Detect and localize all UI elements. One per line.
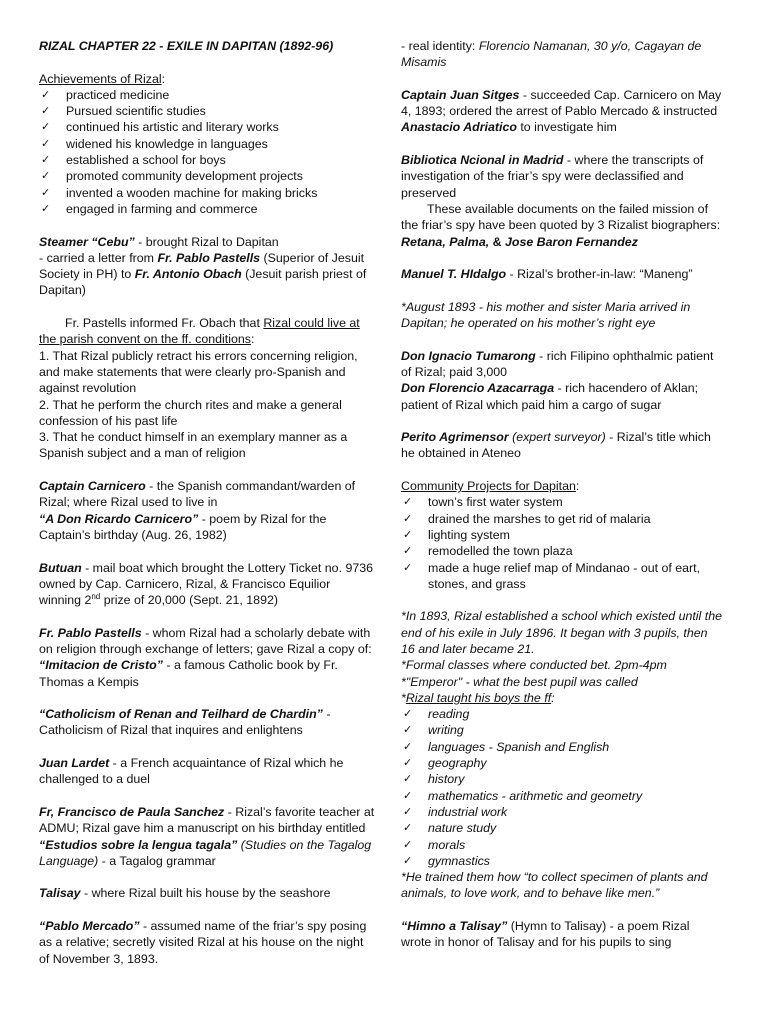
entry-mercado: “Pablo Mercado” - assumed name of the friar’s spy posing as a relative; secretly visited Rizal at his house on the night of November 3, 1893. — [39, 919, 367, 966]
list-item: ✓ languages - Spanish and English — [401, 739, 723, 755]
entry-biblioteca: Bibliotica Ncional in Madrid - where the transcripts of investigation of the friar’s spy were declassified and preserved — [401, 153, 704, 200]
trained-note: *He trained them how “to collect specimen of plants and animals, to love work, and to behave like men.” — [401, 870, 708, 901]
entry-himno: “Himno a Talisay” (Hymn to Talisay) - a poem Rizal wrote in honor of Talisay and for his pupils to sing — [401, 919, 690, 950]
entry-carnicero-poem: “A Don Ricardo Carnicero” - poem by Rizal for the Captain’s birthday (Aug. 26, 1982) — [39, 511, 327, 542]
right-column — [401, 38, 723, 951]
list-item: ✓ mathematics - arithmetic and geometry — [401, 788, 723, 804]
list-item: ✓ reading — [401, 706, 723, 722]
list-item: ✓ remodelled the town plaza — [401, 543, 723, 559]
community-list — [401, 494, 723, 592]
condition-item: 3. That he conduct himself in an exemplary manner as a Spanish subject and a man of religion — [39, 430, 348, 461]
list-item: ✓ morals — [401, 837, 723, 853]
mercado-identity: - real identity: Florencio Namanan, 30 y/o, Cagayan de Misamis — [401, 39, 702, 70]
school-note: *"Emperor" - what the best pupil was called — [401, 674, 638, 689]
entry-butuan: Butuan - mail boat which brought the Lottery Ticket no. 9736 owned by Cap. Carnicero, Rizal, & Francisco Equilior winning 2nd prize of 20,000 (Sept. 21, 1892) — [39, 560, 374, 608]
list-item: ✓ history — [401, 771, 723, 787]
left-column — [39, 38, 375, 967]
list-item: ✓ writing — [401, 722, 723, 738]
entry-azacarraga: Don Florencio Azacarraga - rich hacendero of Aklan; patient of Rizal which paid him a cargo of sugar — [401, 381, 699, 412]
community-heading: Community Projects for Dapitan: — [401, 479, 580, 494]
school-note: *In 1893, Rizal established a school which existed until the end of his exile in July 1896. It began with 3 pupils, then 16 and later became 21. — [401, 609, 722, 656]
achievements-heading: Achievements of Rizal: — [39, 71, 166, 86]
list-item: ✓ geography — [401, 755, 723, 771]
biblioteca-note: These available documents on the failed mission of the friar’s spy have been quoted by 3 Rizalist biographers: Retana, Palma, & Jose Baron Fernandez — [401, 201, 721, 249]
subjects-list — [401, 706, 723, 869]
list-item: ✓ nature study — [401, 820, 723, 836]
august-note: *August 1893 - his mother and sister Maria arrived in Dapitan; he operated on his mother’s right eye — [401, 299, 691, 331]
entry-lardet: Juan Lardet - a French acquaintance of Rizal which he challenged to a duel — [39, 756, 344, 787]
page-title: RIZAL CHAPTER 22 - EXILE IN DAPITAN (1892-96) — [39, 39, 334, 53]
entry-cebu-letter: - carried a letter from Fr. Pablo Pastells (Superior of Jesuit Society in PH) to Fr. Antonio Obach (Jesuit parish priest of Dapitan) — [39, 250, 367, 298]
list-item: ✓ industrial work — [401, 804, 723, 820]
entry-catholicism: “Catholicism of Renan and Teilhard de Chardin” - Catholicism of Rizal that inquires and enlightens — [39, 707, 331, 738]
subjects-heading: *Rizal taught his boys the ff: — [401, 690, 555, 705]
list-item: ✓ continued his artistic and literary works — [39, 119, 375, 135]
entry-imitacion: “Imitacion de Cristo” - a famous Catholic book by Fr. Thomas a Kempis — [39, 658, 338, 689]
list-item: ✓ lighting system — [401, 527, 723, 543]
entry-sitges: Captain Juan Sitges - succeeded Cap. Carnicero on May 4, 1893; ordered the arrest of Pablo Mercado & instructed Anastacio Adriatico to investigate him — [401, 87, 722, 135]
list-item: ✓ gymnastics — [401, 853, 723, 869]
entry-sanchez: Fr, Francisco de Paula Sanchez - Rizal’s favorite teacher at ADMU; Rizal gave him a manuscript on his birthday entitled “Estudios sobre la lengua tagala” (Studies on the Tagalog Language) - a Tagalog grammar — [39, 804, 375, 868]
entry-carnicero: Captain Carnicero - the Spanish commandant/warden of Rizal; where Rizal used to live in — [39, 479, 356, 510]
list-item: ✓ widened his knowledge in languages — [39, 136, 375, 152]
conditions-intro: Fr. Pastells informed Fr. Obach that Rizal could live at the parish convent on the ff. conditions: — [39, 316, 360, 347]
achievements-list — [39, 87, 375, 217]
list-item: ✓ town’s first water system — [401, 494, 723, 510]
entry-cebu: Steamer “Cebu” - brought Rizal to Dapitan — [39, 234, 279, 249]
list-item: ✓ made a huge relief map of Mindanao - out of eart, stones, and grass — [401, 560, 723, 593]
list-item: ✓ practiced medicine — [39, 87, 375, 103]
condition-item: 2. That he perform the church rites and make a general confession of his past life — [39, 397, 342, 428]
list-item: ✓ drained the marshes to get rid of malaria — [401, 511, 723, 527]
entry-hidalgo: Manuel T. HIdalgo - Rizal’s brother-in-law: “Maneng” — [401, 267, 693, 282]
entry-pastells: Fr. Pablo Pastells - whom Rizal had a scholarly debate with on religion through exchange of letters; gave Rizal a copy of: — [39, 625, 372, 656]
list-item: ✓ promoted community development projects — [39, 168, 375, 184]
list-item: ✓ established a school for boys — [39, 152, 375, 168]
list-item: ✓ engaged in farming and commerce — [39, 201, 375, 217]
list-item: ✓ invented a wooden machine for making bricks — [39, 185, 375, 201]
entry-tumarong: Don Ignacio Tumarong - rich Filipino ophthalmic patient of Rizal; paid 3,000 — [401, 348, 714, 379]
condition-item: 1. That Rizal publicly retract his errors concerning religion, and make statements that were clearly pro-Spanish and against revolution — [39, 348, 358, 396]
entry-talisay: Talisay - where Rizal built his house by the seashore — [39, 886, 331, 901]
list-item: ✓ Pursued scientific studies — [39, 103, 375, 119]
school-note: *Formal classes where conducted bet. 2pm-4pm — [401, 658, 667, 673]
entry-perito: Perito Agrimensor (expert surveyor) - Rizal’s title which he obtained in Ateneo — [401, 430, 711, 461]
